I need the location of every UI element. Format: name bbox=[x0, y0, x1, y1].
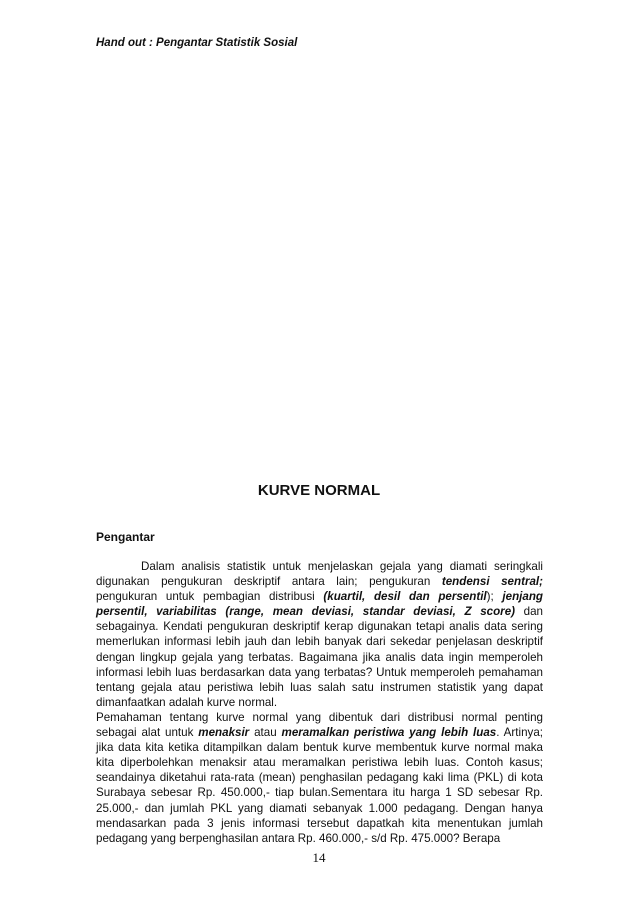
document-title: KURVE NORMAL bbox=[257, 482, 381, 499]
paragraph-1 bbox=[96, 559, 543, 710]
p2-text-2: atau bbox=[249, 726, 282, 740]
p1-text-3: ); bbox=[486, 590, 503, 604]
p2-emphasis-1: menaksir bbox=[198, 726, 250, 740]
p2-text-3: . Artinya; jika data kita ketika ditampilkan dalam bentuk kurve membentuk kurve normal maka kita diperbolehkan menaksir atau meramalkan peristiwa lebih luas. Contoh kasus; seandainya diketahui rata-rata (mean) penghasilan pedagang kaki lima (PKL) di kota Surabaya sebesar Rp. 450.000,- tiap bulan.Sementara itu harga 1 SD sebesar Rp. 25.000,- dan jumlah PKL yang diamati sebanyak 1.000 pedagang. Dengan hanya mendasarkan pada 3 jenis informasi tersebut dapatkah kita menentukan jumlah pedagang yang berpenghasilan antara Rp. 460.000,- s/d Rp. 475.000? Berapa bbox=[96, 726, 543, 845]
p1-emphasis-2: (kuartil, desil dan persentil bbox=[323, 590, 487, 604]
body-text bbox=[96, 559, 543, 846]
p1-emphasis-3: jenjang persentil, variabilitas (range, mean deviasi, standar deviasi, Z score) bbox=[96, 590, 543, 619]
paragraph-2 bbox=[96, 710, 543, 846]
p2-text-1: Pemahaman tentang kurve normal yang dibentuk dari distribusi normal penting sebagai alat untuk bbox=[96, 710, 543, 740]
p1-emphasis-1: tendensi sentral; bbox=[441, 575, 543, 589]
p1-text-2: pengukuran untuk pembagian distribusi bbox=[96, 590, 324, 604]
page-number: 14 bbox=[312, 850, 326, 865]
section-heading: Pengantar bbox=[96, 530, 155, 544]
page-header: Hand out : Pengantar Statistik Sosial bbox=[96, 37, 298, 49]
p1-text-1: Dalam analisis statistik untuk menjelaskan gejala yang diamati seringkali digunakan pengukuran deskriptif antara lain; pengukuran bbox=[96, 560, 543, 589]
p1-text-4: dan sebagainya. Kendati pengukuran deskriptif kerap digunakan tetapi analis data sering memerlukan informasi lebih jauh dan lebih banyak dari sekedar penjelasan deskriptif dengan lingkup gejala yang terbatas. Bagaimana jika analis data ingin memperoleh informasi lebih luas berdasarkan data yang terbatas? Untuk memperoleh pemahaman tentang gejala atau peristiwa lebih luas salah satu instrumen statistik yang dapat dimanfaatkan adalah kurve normal. bbox=[96, 605, 543, 709]
p2-emphasis-2: meramalkan peristiwa yang lebih luas bbox=[281, 726, 497, 740]
